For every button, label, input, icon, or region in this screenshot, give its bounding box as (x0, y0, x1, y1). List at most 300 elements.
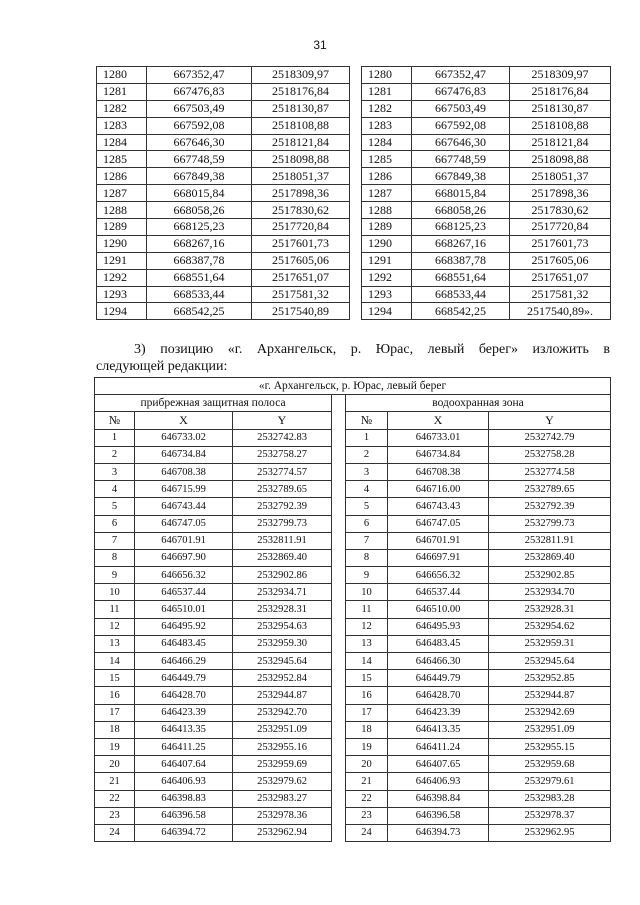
point-number: 9 (346, 567, 388, 584)
y-coordinate: 2517830,62 (510, 202, 611, 219)
x-coordinate: 667849,38 (412, 168, 510, 185)
x-coordinate: 646733.01 (388, 429, 489, 446)
point-number: 1288 (362, 202, 412, 219)
point-number: 7 (346, 532, 388, 549)
y-coordinate: 2532934.71 (233, 584, 332, 601)
point-number: 1292 (362, 269, 412, 286)
table-gap (332, 584, 346, 601)
point-number: 8 (95, 549, 135, 566)
point-number: 24 (346, 824, 388, 841)
point-number: 7 (95, 532, 135, 549)
table-row (95, 824, 611, 841)
x-coordinate: 646734.84 (135, 446, 233, 463)
y-coordinate: 2532951.09 (233, 721, 332, 738)
table-row (97, 286, 611, 303)
point-number: 1291 (97, 252, 147, 269)
y-coordinate: 2532978.36 (233, 807, 332, 824)
point-number: 1283 (362, 117, 412, 134)
y-coordinate: 2532945.64 (489, 653, 611, 670)
x-coordinate: 646708.38 (135, 463, 233, 480)
y-coordinate: 2532962.95 (489, 824, 611, 841)
point-number: 14 (95, 653, 135, 670)
x-coordinate: 646510.00 (388, 601, 489, 618)
x-coordinate: 646396.58 (388, 807, 489, 824)
point-number: 24 (95, 824, 135, 841)
point-number: 1284 (97, 134, 147, 151)
x-coordinate: 667592,08 (147, 117, 252, 134)
table-gap (350, 185, 362, 202)
point-number: 1289 (97, 219, 147, 236)
y-coordinate: 2517540,89». (510, 303, 611, 320)
table-row (95, 618, 611, 635)
x-coordinate: 646423.39 (388, 704, 489, 721)
x-coordinate: 668387,78 (412, 252, 510, 269)
point-number: 1282 (362, 100, 412, 117)
y-coordinate: 2532959.69 (233, 756, 332, 773)
y-coordinate: 2517605,06 (510, 252, 611, 269)
y-coordinate: 2532978.37 (489, 807, 611, 824)
table-row (95, 807, 611, 824)
table-gap (332, 412, 346, 429)
point-number: 1284 (362, 134, 412, 151)
table-gap (332, 756, 346, 773)
y-coordinate: 2518309,97 (510, 67, 611, 84)
table-row (95, 515, 611, 532)
y-coordinate: 2532742.83 (233, 429, 332, 446)
y-coordinate: 2518176,84 (510, 83, 611, 100)
point-number: 1293 (362, 286, 412, 303)
table-row (97, 67, 611, 84)
x-coordinate: 646407.65 (388, 756, 489, 773)
point-number: 12 (346, 618, 388, 635)
table-gap (332, 618, 346, 635)
x-coordinate: 646701.91 (388, 532, 489, 549)
point-number: 1289 (362, 219, 412, 236)
page-number: 31 (313, 38, 327, 52)
table-gap (332, 515, 346, 532)
y-coordinate: 2518098,88 (252, 151, 350, 168)
point-number: 9 (95, 567, 135, 584)
table-row (95, 704, 611, 721)
x-coordinate: 668533,44 (412, 286, 510, 303)
x-coordinate: 646407.64 (135, 756, 233, 773)
table-row (95, 584, 611, 601)
point-number: 21 (95, 773, 135, 790)
y-coordinate: 2532959.30 (233, 635, 332, 652)
x-coordinate: 667646,30 (412, 134, 510, 151)
table-gap (332, 738, 346, 755)
table-row (95, 635, 611, 652)
table-gap (332, 395, 346, 412)
table-gap (350, 286, 362, 303)
table-row (95, 481, 611, 498)
x-coordinate: 646428.70 (388, 687, 489, 704)
point-number: 1 (346, 429, 388, 446)
y-coordinate: 2532944.87 (489, 687, 611, 704)
table-gap (350, 151, 362, 168)
table-row (95, 653, 611, 670)
x-coordinate: 646483.45 (135, 635, 233, 652)
x-coordinate: 646394.72 (135, 824, 233, 841)
y-coordinate: 2517601,73 (510, 235, 611, 252)
x-coordinate: 667748,59 (147, 151, 252, 168)
y-coordinate: 2532869.40 (489, 549, 611, 566)
x-coordinate: 667476,83 (412, 83, 510, 100)
y-coordinate: 2532955.16 (233, 738, 332, 755)
paragraph-line-2: следующей редакции: (96, 359, 228, 374)
y-coordinate: 2517651,07 (510, 269, 611, 286)
y-coordinate: 2532979.61 (489, 773, 611, 790)
point-number: 18 (346, 721, 388, 738)
table-gap (332, 446, 346, 463)
point-number: 1285 (97, 151, 147, 168)
x-coordinate: 646715.99 (135, 481, 233, 498)
table-gap (350, 117, 362, 134)
point-number: 2 (95, 446, 135, 463)
table-gap (332, 670, 346, 687)
table-row (95, 532, 611, 549)
table-gap (350, 83, 362, 100)
x-coordinate: 646743.44 (135, 498, 233, 515)
right-col-no-header: № (346, 412, 388, 429)
table-row (97, 117, 611, 134)
table-gap (350, 252, 362, 269)
section-left-header: прибрежная защитная полоса (95, 395, 332, 412)
table-gap (332, 807, 346, 824)
point-number: 1291 (362, 252, 412, 269)
x-coordinate: 668125,23 (147, 219, 252, 236)
y-coordinate: 2517830,62 (252, 202, 350, 219)
y-coordinate: 2532942.70 (233, 704, 332, 721)
yuras-coordinates-table (94, 377, 611, 842)
point-number: 1285 (362, 151, 412, 168)
x-coordinate: 646449.79 (388, 670, 489, 687)
y-coordinate: 2517898,36 (510, 185, 611, 202)
point-number: 4 (346, 481, 388, 498)
point-number: 16 (95, 687, 135, 704)
table-gap (350, 219, 362, 236)
point-number: 1281 (362, 83, 412, 100)
point-number: 1287 (97, 185, 147, 202)
table-gap (332, 601, 346, 618)
table-row (97, 219, 611, 236)
y-coordinate: 2532799.73 (233, 515, 332, 532)
point-number: 16 (346, 687, 388, 704)
point-number: 12 (95, 618, 135, 635)
table-row (97, 269, 611, 286)
table-gap (332, 824, 346, 841)
x-coordinate: 646747.05 (388, 515, 489, 532)
y-coordinate: 2532789.65 (489, 481, 611, 498)
x-coordinate: 667748,59 (412, 151, 510, 168)
x-coordinate: 646449.79 (135, 670, 233, 687)
left-col-no-header: № (95, 412, 135, 429)
table-gap (332, 773, 346, 790)
y-coordinate: 2532955.15 (489, 738, 611, 755)
x-coordinate: 646708.38 (388, 463, 489, 480)
y-coordinate: 2532902.86 (233, 567, 332, 584)
table-gap (350, 67, 362, 84)
x-coordinate: 667476,83 (147, 83, 252, 100)
point-number: 2 (346, 446, 388, 463)
point-number: 11 (346, 601, 388, 618)
table-gap (332, 790, 346, 807)
point-number: 1288 (97, 202, 147, 219)
y-coordinate: 2532959.31 (489, 635, 611, 652)
table-row (97, 252, 611, 269)
table-row (97, 83, 611, 100)
y-coordinate: 2518051,37 (252, 168, 350, 185)
table-row (95, 549, 611, 566)
x-coordinate: 646411.24 (388, 738, 489, 755)
table-row (97, 168, 611, 185)
table-gap (332, 429, 346, 446)
y-coordinate: 2532792.39 (233, 498, 332, 515)
x-coordinate: 646537.44 (388, 584, 489, 601)
y-coordinate: 2532758.28 (489, 446, 611, 463)
y-coordinate: 2518121,84 (510, 134, 611, 151)
y-coordinate: 2532774.58 (489, 463, 611, 480)
y-coordinate: 2532959.68 (489, 756, 611, 773)
table-row (95, 498, 611, 515)
point-number: 5 (346, 498, 388, 515)
y-coordinate: 2532811.91 (489, 532, 611, 549)
x-coordinate: 646716.00 (388, 481, 489, 498)
point-number: 5 (95, 498, 135, 515)
table-row (95, 773, 611, 790)
table-row (95, 738, 611, 755)
y-coordinate: 2532952.84 (233, 670, 332, 687)
y-coordinate: 2532962.94 (233, 824, 332, 841)
point-number: 22 (346, 790, 388, 807)
table-gap (350, 202, 362, 219)
y-coordinate: 2517651,07 (252, 269, 350, 286)
table-gap (332, 687, 346, 704)
point-number: 13 (95, 635, 135, 652)
point-number: 8 (346, 549, 388, 566)
table-gap (350, 269, 362, 286)
x-coordinate: 646398.84 (388, 790, 489, 807)
point-number: 19 (95, 738, 135, 755)
x-coordinate: 668387,78 (147, 252, 252, 269)
point-number: 1290 (362, 235, 412, 252)
y-coordinate: 2518130,87 (510, 100, 611, 117)
y-coordinate: 2518309,97 (252, 67, 350, 84)
x-coordinate: 667592,08 (412, 117, 510, 134)
table-gap (350, 168, 362, 185)
right-col-x-header: X (388, 412, 489, 429)
point-number: 18 (95, 721, 135, 738)
x-coordinate: 668267,16 (147, 235, 252, 252)
table-gap (332, 481, 346, 498)
point-number: 1282 (97, 100, 147, 117)
y-coordinate: 2532758.27 (233, 446, 332, 463)
x-coordinate: 646747.05 (135, 515, 233, 532)
table-gap (332, 498, 346, 515)
point-number: 22 (95, 790, 135, 807)
y-coordinate: 2517720,84 (252, 219, 350, 236)
point-number: 1 (95, 429, 135, 446)
y-coordinate: 2517581,32 (252, 286, 350, 303)
table-row (97, 235, 611, 252)
y-coordinate: 2532951.09 (489, 721, 611, 738)
right-col-y-header: Y (489, 412, 611, 429)
y-coordinate: 2532954.63 (233, 618, 332, 635)
y-coordinate: 2532928.31 (489, 601, 611, 618)
point-number: 6 (95, 515, 135, 532)
y-coordinate: 2517601,73 (252, 235, 350, 252)
x-coordinate: 646394.73 (388, 824, 489, 841)
table-row (95, 687, 611, 704)
point-number: 20 (95, 756, 135, 773)
table-gap (350, 134, 362, 151)
table-row (97, 134, 611, 151)
x-coordinate: 646406.93 (388, 773, 489, 790)
y-coordinate: 2532945.64 (233, 653, 332, 670)
table-row (97, 100, 611, 117)
point-number: 15 (95, 670, 135, 687)
table-gap (332, 532, 346, 549)
point-number: 10 (346, 584, 388, 601)
y-coordinate: 2532983.28 (489, 790, 611, 807)
x-coordinate: 668267,16 (412, 235, 510, 252)
left-col-y-header: Y (233, 412, 332, 429)
x-coordinate: 646396.58 (135, 807, 233, 824)
x-coordinate: 646398.83 (135, 790, 233, 807)
table-gap (350, 303, 362, 320)
y-coordinate: 2532979.62 (233, 773, 332, 790)
point-number: 13 (346, 635, 388, 652)
x-coordinate: 646413.35 (135, 721, 233, 738)
x-coordinate: 646743.43 (388, 498, 489, 515)
x-coordinate: 668125,23 (412, 219, 510, 236)
y-coordinate: 2532934.70 (489, 584, 611, 601)
x-coordinate: 668015,84 (147, 185, 252, 202)
x-coordinate: 646734.84 (388, 446, 489, 463)
table-gap (350, 100, 362, 117)
x-coordinate: 667503,49 (412, 100, 510, 117)
y-coordinate: 2518121,84 (252, 134, 350, 151)
y-coordinate: 2517605,06 (252, 252, 350, 269)
y-coordinate: 2532774.57 (233, 463, 332, 480)
x-coordinate: 646483.45 (388, 635, 489, 652)
x-coordinate: 646495.93 (388, 618, 489, 635)
table-row (95, 670, 611, 687)
table-gap (332, 549, 346, 566)
point-number: 17 (346, 704, 388, 721)
x-coordinate: 646466.30 (388, 653, 489, 670)
table-gap (332, 653, 346, 670)
table-row (95, 446, 611, 463)
table-row (95, 601, 611, 618)
point-number: 23 (346, 807, 388, 824)
point-number: 23 (95, 807, 135, 824)
y-coordinate: 2532944.87 (233, 687, 332, 704)
x-coordinate: 646697.90 (135, 549, 233, 566)
section-right-header: водоохранная зона (346, 395, 611, 412)
table-row (95, 756, 611, 773)
table-row (97, 151, 611, 168)
point-number: 1280 (97, 67, 147, 84)
coordinates-table-continued (96, 66, 611, 320)
x-coordinate: 646733.02 (135, 429, 233, 446)
x-coordinate: 646413.35 (388, 721, 489, 738)
point-number: 3 (346, 463, 388, 480)
table-title: «г. Архангельск, р. Юрас, левый берег (95, 378, 611, 395)
x-coordinate: 646697.91 (388, 549, 489, 566)
point-number: 1286 (362, 168, 412, 185)
point-number: 6 (346, 515, 388, 532)
y-coordinate: 2518108,88 (510, 117, 611, 134)
y-coordinate: 2532952.85 (489, 670, 611, 687)
y-coordinate: 2532902.85 (489, 567, 611, 584)
y-coordinate: 2532983.27 (233, 790, 332, 807)
y-coordinate: 2517720,84 (510, 219, 611, 236)
x-coordinate: 646411.25 (135, 738, 233, 755)
table-gap (332, 567, 346, 584)
point-number: 1293 (97, 286, 147, 303)
table-row (97, 202, 611, 219)
y-coordinate: 2532789.65 (233, 481, 332, 498)
table-row (95, 567, 611, 584)
y-coordinate: 2532942.69 (489, 704, 611, 721)
point-number: 1281 (97, 83, 147, 100)
x-coordinate: 646406.93 (135, 773, 233, 790)
y-coordinate: 2517540,89 (252, 303, 350, 320)
table-gap (350, 235, 362, 252)
point-number: 19 (346, 738, 388, 755)
point-number: 1294 (97, 303, 147, 320)
point-number: 1283 (97, 117, 147, 134)
y-coordinate: 2532792.39 (489, 498, 611, 515)
x-coordinate: 646466.29 (135, 653, 233, 670)
point-number: 17 (95, 704, 135, 721)
point-number: 10 (95, 584, 135, 601)
x-coordinate: 646510.01 (135, 601, 233, 618)
point-number: 15 (346, 670, 388, 687)
x-coordinate: 646537.44 (135, 584, 233, 601)
y-coordinate: 2518130,87 (252, 100, 350, 117)
left-col-x-header: X (135, 412, 233, 429)
y-coordinate: 2518108,88 (252, 117, 350, 134)
y-coordinate: 2532928.31 (233, 601, 332, 618)
x-coordinate: 668533,44 (147, 286, 252, 303)
x-coordinate: 646495.92 (135, 618, 233, 635)
table-gap (332, 721, 346, 738)
y-coordinate: 2517581,32 (510, 286, 611, 303)
table-gap (332, 463, 346, 480)
table-row (97, 185, 611, 202)
point-number: 1287 (362, 185, 412, 202)
x-coordinate: 668058,26 (147, 202, 252, 219)
amendment-paragraph (96, 341, 610, 375)
x-coordinate: 668058,26 (412, 202, 510, 219)
point-number: 1280 (362, 67, 412, 84)
y-coordinate: 2517898,36 (252, 185, 350, 202)
x-coordinate: 667352,47 (412, 67, 510, 84)
x-coordinate: 668551,64 (412, 269, 510, 286)
y-coordinate: 2518098,88 (510, 151, 611, 168)
y-coordinate: 2518176,84 (252, 83, 350, 100)
y-coordinate: 2532954.62 (489, 618, 611, 635)
point-number: 1286 (97, 168, 147, 185)
y-coordinate: 2532869.40 (233, 549, 332, 566)
point-number: 3 (95, 463, 135, 480)
x-coordinate: 668542,25 (412, 303, 510, 320)
point-number: 1294 (362, 303, 412, 320)
x-coordinate: 667503,49 (147, 100, 252, 117)
point-number: 20 (346, 756, 388, 773)
